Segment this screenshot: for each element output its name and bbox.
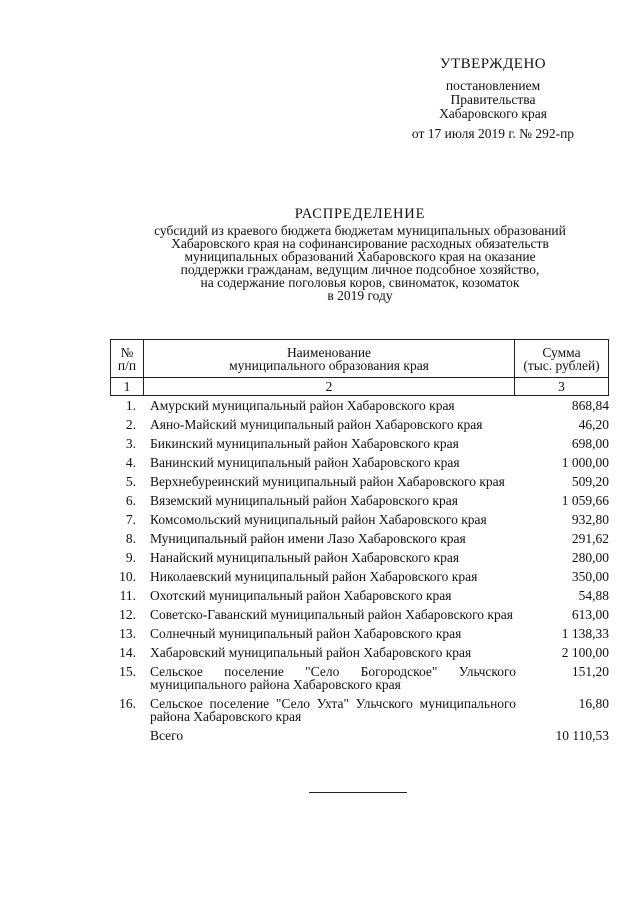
row-number: 8. xyxy=(125,531,136,546)
row-amount: 280,00 xyxy=(571,550,609,565)
header-amount: Сумма (тыс. рублей) xyxy=(515,340,609,378)
row-number: 15. xyxy=(119,664,136,679)
row-number: 5. xyxy=(125,474,136,489)
row-municipality-name: Аяно-Майский муниципальный район Хабаровского края xyxy=(150,417,483,432)
total-amount: 10 110,53 xyxy=(555,728,609,743)
row-municipality-name: Сельское поселение "Село Богородское" Ульчского муниципального района Хабаровского края xyxy=(150,664,516,692)
row-municipality-name: Советско-Гаванский муниципальный район Хабаровского края xyxy=(150,607,513,622)
table-row xyxy=(110,513,609,526)
row-number: 4. xyxy=(125,455,136,470)
row-municipality-name: Бикинский муниципальный район Хабаровского края xyxy=(150,436,459,451)
row-municipality-name: Амурский муниципальный район Хабаровского края xyxy=(150,398,455,413)
row-number: 10. xyxy=(119,569,136,584)
row-number: 11. xyxy=(119,588,136,603)
subtitle-line: поддержки гражданам, ведущим личное подсобное хозяйство, xyxy=(180,262,540,277)
row-municipality-name: Хабаровский муниципальный район Хабаровского края xyxy=(150,645,472,660)
total-row xyxy=(110,729,609,742)
table-row xyxy=(110,475,609,488)
row-number: 3. xyxy=(125,436,136,451)
table-row xyxy=(110,627,609,640)
table-row xyxy=(110,589,609,602)
table-row xyxy=(110,399,609,412)
approval-line-3: Хабаровского края xyxy=(439,106,547,121)
subtitle-line: субсидий из краевого бюджета бюджетам муниципальных образований xyxy=(154,223,566,238)
row-municipality-name: Комсомольский муниципальный район Хабаровского края xyxy=(150,512,487,527)
row-amount: 509,20 xyxy=(571,474,609,489)
row-number: 14. xyxy=(119,645,136,660)
row-number: 7. xyxy=(125,512,136,527)
approval-block xyxy=(388,57,598,141)
row-amount: 1 138,33 xyxy=(561,626,609,641)
row-number: 16. xyxy=(119,696,136,711)
table-body xyxy=(110,399,609,748)
table-header xyxy=(110,339,609,396)
row-municipality-name: Солнечный муниципальный район Хабаровского края xyxy=(150,626,462,641)
subtitle-line: Хабаровского края на софинансирование расходных обязательств xyxy=(171,236,549,251)
document-subtitle xyxy=(110,224,610,302)
row-municipality-name: Нанайский муниципальный район Хабаровского края xyxy=(150,550,460,565)
row-amount: 54,88 xyxy=(578,588,609,603)
row-municipality-name: Сельское поселение "Село Ухта" Ульчского муниципального района Хабаровского края xyxy=(150,696,516,724)
document-title: РАСПРЕДЕЛЕНИЕ xyxy=(294,206,426,222)
row-number: 12. xyxy=(119,607,136,622)
table-row xyxy=(110,494,609,507)
row-amount: 868,84 xyxy=(571,398,609,413)
total-label: Всего xyxy=(150,728,184,743)
subtitle-line: в 2019 году xyxy=(327,288,393,303)
row-municipality-name: Охотский муниципальный район Хабаровского края xyxy=(150,588,452,603)
approval-line-2: Правительства xyxy=(450,92,536,107)
column-number-1: 1 xyxy=(111,378,144,396)
table-row xyxy=(110,532,609,545)
table-row xyxy=(110,646,609,659)
header-num: № п/п xyxy=(111,340,144,378)
row-amount: 1 059,66 xyxy=(561,493,609,508)
row-amount: 46,20 xyxy=(578,417,609,432)
table-row xyxy=(110,456,609,469)
header-name: Наименование муниципального образования края xyxy=(144,340,515,378)
table-row xyxy=(110,551,609,564)
closing-separator-line xyxy=(309,792,407,793)
row-number: 1. xyxy=(125,398,136,413)
table-row xyxy=(110,570,609,583)
row-amount: 151,20 xyxy=(571,664,609,679)
approval-heading: УТВЕРЖДЕНО xyxy=(439,56,547,72)
row-amount: 932,80 xyxy=(571,512,609,527)
row-amount: 1 000,00 xyxy=(561,455,609,470)
approval-line-1: постановлением xyxy=(445,78,541,93)
subtitle-line: муниципальных образований Хабаровского края на оказание xyxy=(184,249,536,264)
approval-date: от 17 июля 2019 г. № 292-пр xyxy=(411,126,575,141)
row-amount: 698,00 xyxy=(571,436,609,451)
row-municipality-name: Вяземский муниципальный район Хабаровского края xyxy=(150,493,458,508)
row-amount: 613,00 xyxy=(571,607,609,622)
row-number: 13. xyxy=(119,626,136,641)
row-amount: 291,62 xyxy=(571,531,609,546)
row-number: 9. xyxy=(125,550,136,565)
row-municipality-name: Муниципальный район имени Лазо Хабаровского края xyxy=(150,531,466,546)
column-number-2: 2 xyxy=(144,378,515,396)
row-municipality-name: Николаевский муниципальный район Хабаровского края xyxy=(150,569,478,584)
row-number: 6. xyxy=(125,493,136,508)
row-amount: 2 100,00 xyxy=(561,645,609,660)
table-row xyxy=(110,697,609,723)
subtitle-line: на содержание поголовья коров, свиноматок, козоматок xyxy=(200,275,520,290)
column-number-3: 3 xyxy=(515,378,609,396)
row-number: 2. xyxy=(125,417,136,432)
table-row xyxy=(110,608,609,621)
row-amount: 350,00 xyxy=(571,569,609,584)
row-municipality-name: Верхнебуреинский муниципальный район Хабаровского края xyxy=(150,474,505,489)
table-row xyxy=(110,437,609,450)
row-municipality-name: Ванинский муниципальный район Хабаровского края xyxy=(150,455,460,470)
table-row xyxy=(110,418,609,431)
row-amount: 16,80 xyxy=(578,696,609,711)
table-row xyxy=(110,665,609,691)
